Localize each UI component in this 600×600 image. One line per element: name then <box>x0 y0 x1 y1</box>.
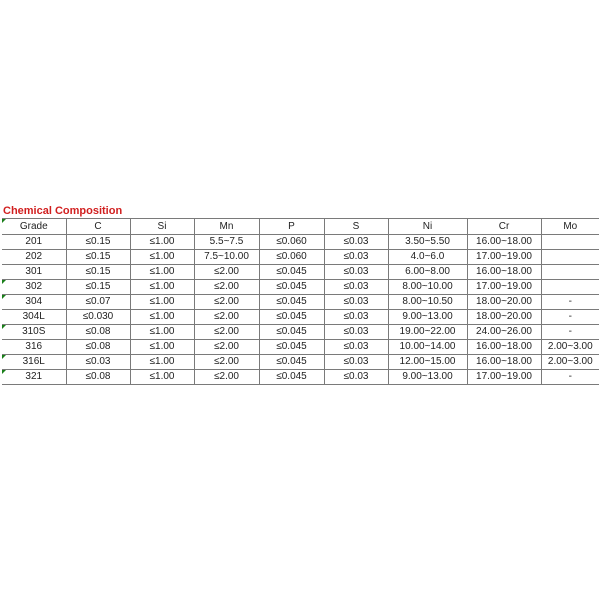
cell-value: ≤0.03 <box>343 326 369 337</box>
cell-value: 18.00~20.00 <box>476 296 532 307</box>
cell-value: 9.00~13.00 <box>402 371 453 382</box>
value-cell[interactable] <box>388 325 467 340</box>
table-row <box>2 370 599 385</box>
value-cell[interactable] <box>388 250 467 265</box>
cell-value: 301 <box>25 266 43 277</box>
cell-value: ≤0.03 <box>343 356 369 367</box>
cell-value: ≤2.00 <box>214 266 239 277</box>
cell-value: ≤0.045 <box>276 326 307 337</box>
value-cell[interactable] <box>467 250 541 265</box>
chemical-composition-table <box>2 203 599 385</box>
cell-value: ≤2.00 <box>214 311 239 322</box>
value-cell[interactable] <box>194 265 259 280</box>
cell-value: 9.00~13.00 <box>402 311 453 322</box>
grade-cell[interactable] <box>2 325 66 340</box>
cell-value: 321 <box>25 371 43 382</box>
cell-value: ≤0.08 <box>85 326 111 337</box>
cell-value: ≤1.00 <box>149 281 175 292</box>
value-cell[interactable] <box>130 325 194 340</box>
column-header-ni <box>388 219 467 235</box>
value-cell[interactable] <box>467 265 541 280</box>
value-cell[interactable] <box>259 280 324 295</box>
cell-value: ≤0.045 <box>276 281 307 292</box>
table-row <box>2 280 599 295</box>
cell-value: 5.5~7.5 <box>209 236 244 247</box>
value-cell[interactable] <box>388 235 467 250</box>
column-header-si <box>130 219 194 235</box>
value-cell[interactable] <box>66 280 130 295</box>
column-header-p <box>259 219 324 235</box>
header-label: Si <box>157 220 167 232</box>
value-cell[interactable] <box>66 340 130 355</box>
cell-value: ≤0.07 <box>85 296 111 307</box>
value-cell[interactable] <box>130 370 194 385</box>
cell-value: 310S <box>22 326 46 337</box>
value-cell[interactable] <box>541 325 599 340</box>
cell-value: ≤0.08 <box>85 341 111 352</box>
cell-value: 17.00~19.00 <box>476 281 532 292</box>
cell-value: - <box>568 311 572 322</box>
grade-cell[interactable] <box>2 235 66 250</box>
value-cell[interactable] <box>66 265 130 280</box>
value-cell[interactable] <box>467 370 541 385</box>
value-cell[interactable] <box>541 250 599 265</box>
value-cell[interactable] <box>130 295 194 310</box>
value-cell[interactable] <box>467 340 541 355</box>
cell-value: ≤1.00 <box>149 236 175 247</box>
value-cell[interactable] <box>541 355 599 370</box>
value-cell[interactable] <box>467 310 541 325</box>
value-cell[interactable] <box>467 325 541 340</box>
value-cell[interactable] <box>324 250 388 265</box>
value-cell[interactable] <box>324 280 388 295</box>
value-cell[interactable] <box>388 265 467 280</box>
value-cell[interactable] <box>194 235 259 250</box>
value-cell[interactable] <box>66 325 130 340</box>
table-row <box>2 340 599 355</box>
value-cell[interactable] <box>388 295 467 310</box>
cell-value: ≤0.045 <box>276 371 307 382</box>
value-cell[interactable] <box>541 340 599 355</box>
value-cell[interactable] <box>541 295 599 310</box>
cell-value: ≤1.00 <box>149 266 175 277</box>
cell-value: 4.0~6.0 <box>410 251 445 262</box>
cell-value: ≤0.03 <box>343 236 369 247</box>
header-label: C <box>94 220 102 232</box>
green-triangle-corner-icon <box>2 370 6 374</box>
value-cell[interactable] <box>324 265 388 280</box>
value-cell[interactable] <box>194 325 259 340</box>
value-cell[interactable] <box>388 280 467 295</box>
header-label: P <box>288 220 295 232</box>
value-cell[interactable] <box>259 265 324 280</box>
value-cell[interactable] <box>194 250 259 265</box>
value-cell[interactable] <box>541 235 599 250</box>
table-row <box>2 295 599 310</box>
grade-cell[interactable] <box>2 250 66 265</box>
cell-value: ≤0.045 <box>276 356 307 367</box>
header-label: Grade <box>19 220 48 232</box>
cell-value: 316L <box>22 356 45 367</box>
value-cell[interactable] <box>541 310 599 325</box>
grade-cell[interactable] <box>2 340 66 355</box>
value-cell[interactable] <box>388 340 467 355</box>
grade-cell[interactable] <box>2 280 66 295</box>
column-header-s <box>324 219 388 235</box>
cell-value: - <box>568 371 572 382</box>
cell-value: 19.00~22.00 <box>399 326 456 337</box>
table-row <box>2 265 599 280</box>
column-header-mo <box>541 219 599 235</box>
cell-value: ≤0.08 <box>85 371 111 382</box>
value-cell[interactable] <box>467 295 541 310</box>
header-label: S <box>352 220 360 232</box>
cell-value: 6.00~8.00 <box>405 266 450 277</box>
value-cell[interactable] <box>259 250 324 265</box>
value-cell[interactable] <box>194 280 259 295</box>
cell-value: 3.50~5.50 <box>405 236 450 247</box>
grade-cell[interactable] <box>2 355 66 370</box>
cell-value: 16.00~18.00 <box>476 236 532 247</box>
value-cell[interactable] <box>194 370 259 385</box>
spreadsheet-area <box>2 203 599 385</box>
cell-value: 16.00~18.00 <box>476 356 532 367</box>
table-row <box>2 235 599 250</box>
value-cell[interactable] <box>259 235 324 250</box>
cell-value: ≤2.00 <box>214 356 239 367</box>
cell-value: ≤2.00 <box>214 281 239 292</box>
value-cell[interactable] <box>66 310 130 325</box>
cell-value: ≤2.00 <box>214 341 239 352</box>
cell-value: ≤1.00 <box>149 371 175 382</box>
cell-value: ≤0.15 <box>85 266 111 277</box>
green-triangle-corner-icon <box>2 325 6 329</box>
column-header-grade <box>2 219 66 235</box>
value-cell[interactable] <box>194 340 259 355</box>
column-header-cr <box>467 219 541 235</box>
green-triangle-corner-icon <box>2 280 6 284</box>
value-cell[interactable] <box>66 295 130 310</box>
grade-cell[interactable] <box>2 295 66 310</box>
header-label: Mo <box>563 220 578 232</box>
cell-value: ≤0.03 <box>343 296 369 307</box>
value-cell[interactable] <box>66 250 130 265</box>
cell-value: 8.00~10.00 <box>402 281 453 292</box>
cell-value: ≤2.00 <box>214 296 239 307</box>
value-cell[interactable] <box>467 280 541 295</box>
value-cell[interactable] <box>130 250 194 265</box>
cell-value: ≤0.03 <box>343 341 369 352</box>
cell-value: ≤0.045 <box>276 296 307 307</box>
value-cell[interactable] <box>324 325 388 340</box>
cell-value: ≤0.15 <box>85 236 111 247</box>
cell-value: - <box>568 326 572 337</box>
table-row <box>2 310 599 325</box>
cell-value: ≤0.060 <box>276 251 307 262</box>
table-row <box>2 325 599 340</box>
value-cell[interactable] <box>324 295 388 310</box>
value-cell[interactable] <box>66 235 130 250</box>
cell-value: ≤0.060 <box>276 236 307 247</box>
value-cell[interactable] <box>259 325 324 340</box>
cell-value: ≤2.00 <box>214 371 239 382</box>
cell-value: ≤1.00 <box>149 356 175 367</box>
value-cell[interactable] <box>541 370 599 385</box>
value-cell[interactable] <box>130 265 194 280</box>
grade-cell[interactable] <box>2 310 66 325</box>
table-title: Chemical Composition <box>2 203 599 219</box>
value-cell[interactable] <box>324 355 388 370</box>
cell-value: ≤0.03 <box>85 356 111 367</box>
cell-value: ≤0.045 <box>276 341 307 352</box>
table-row <box>2 355 599 370</box>
value-cell[interactable] <box>259 310 324 325</box>
table-row <box>2 250 599 265</box>
cell-value: ≤0.03 <box>343 371 369 382</box>
green-triangle-corner-icon <box>2 219 6 223</box>
green-triangle-corner-icon <box>2 355 6 359</box>
cell-value: 8.00~10.50 <box>402 296 453 307</box>
cell-value: 7.5~10.00 <box>204 251 249 262</box>
cell-value: ≤1.00 <box>149 251 175 262</box>
value-cell[interactable] <box>259 295 324 310</box>
cell-value: ≤1.00 <box>149 326 175 337</box>
cell-value: 17.00~19.00 <box>476 371 532 382</box>
cell-value: 2.00~3.00 <box>547 341 593 352</box>
value-cell[interactable] <box>324 340 388 355</box>
value-cell[interactable] <box>324 370 388 385</box>
header-label: Ni <box>422 220 433 232</box>
value-cell[interactable] <box>324 235 388 250</box>
header-row <box>2 219 599 235</box>
cell-value: ≤1.00 <box>149 296 175 307</box>
cell-value: 316 <box>25 341 43 352</box>
cell-value: 304L <box>22 311 45 322</box>
cell-value: 17.00~19.00 <box>476 251 532 262</box>
cell-value: - <box>568 296 572 307</box>
cell-value: ≤0.15 <box>85 251 111 262</box>
cell-value: 16.00~18.00 <box>476 341 532 352</box>
title-row <box>2 203 599 219</box>
value-cell[interactable] <box>130 340 194 355</box>
value-cell[interactable] <box>194 310 259 325</box>
value-cell[interactable] <box>324 310 388 325</box>
cell-value: ≤0.045 <box>276 266 307 277</box>
cell-value: ≤0.03 <box>343 311 369 322</box>
cell-value: 2.00~3.00 <box>547 356 593 367</box>
value-cell[interactable] <box>541 280 599 295</box>
value-cell[interactable] <box>66 355 130 370</box>
cell-value: ≤0.03 <box>343 266 369 277</box>
value-cell[interactable] <box>130 310 194 325</box>
value-cell[interactable] <box>130 355 194 370</box>
value-cell[interactable] <box>541 265 599 280</box>
cell-value: 304 <box>25 296 43 307</box>
value-cell[interactable] <box>467 355 541 370</box>
value-cell[interactable] <box>388 355 467 370</box>
cell-value: ≤1.00 <box>149 341 175 352</box>
value-cell[interactable] <box>388 370 467 385</box>
grade-cell[interactable] <box>2 370 66 385</box>
cell-value: 12.00~15.00 <box>399 356 456 367</box>
value-cell[interactable] <box>388 310 467 325</box>
value-cell[interactable] <box>130 280 194 295</box>
cell-value: ≤0.045 <box>276 311 307 322</box>
cell-value: 18.00~20.00 <box>476 311 532 322</box>
cell-value: ≤0.15 <box>85 281 111 292</box>
header-label: Mn <box>219 220 234 232</box>
header-label: Cr <box>498 220 510 232</box>
cell-value: 24.00~26.00 <box>476 326 532 337</box>
cell-value: ≤0.03 <box>343 281 369 292</box>
cell-value: 16.00~18.00 <box>476 266 532 277</box>
value-cell[interactable] <box>467 235 541 250</box>
value-cell[interactable] <box>194 355 259 370</box>
cell-value: 302 <box>25 281 43 292</box>
grade-cell[interactable] <box>2 265 66 280</box>
value-cell[interactable] <box>259 355 324 370</box>
cell-value: ≤2.00 <box>214 326 239 337</box>
cell-value: 10.00~14.00 <box>399 341 456 352</box>
value-cell[interactable] <box>259 370 324 385</box>
cell-value: 201 <box>25 236 43 247</box>
cell-value: ≤0.03 <box>343 251 369 262</box>
value-cell[interactable] <box>259 340 324 355</box>
value-cell[interactable] <box>194 295 259 310</box>
value-cell[interactable] <box>130 235 194 250</box>
cell-value: ≤0.030 <box>82 311 114 322</box>
cell-value: 202 <box>25 251 43 262</box>
green-triangle-corner-icon <box>2 295 6 299</box>
column-header-c <box>66 219 130 235</box>
column-header-mn <box>194 219 259 235</box>
value-cell[interactable] <box>66 370 130 385</box>
table-body <box>2 203 599 385</box>
cell-value: ≤1.00 <box>149 311 175 322</box>
